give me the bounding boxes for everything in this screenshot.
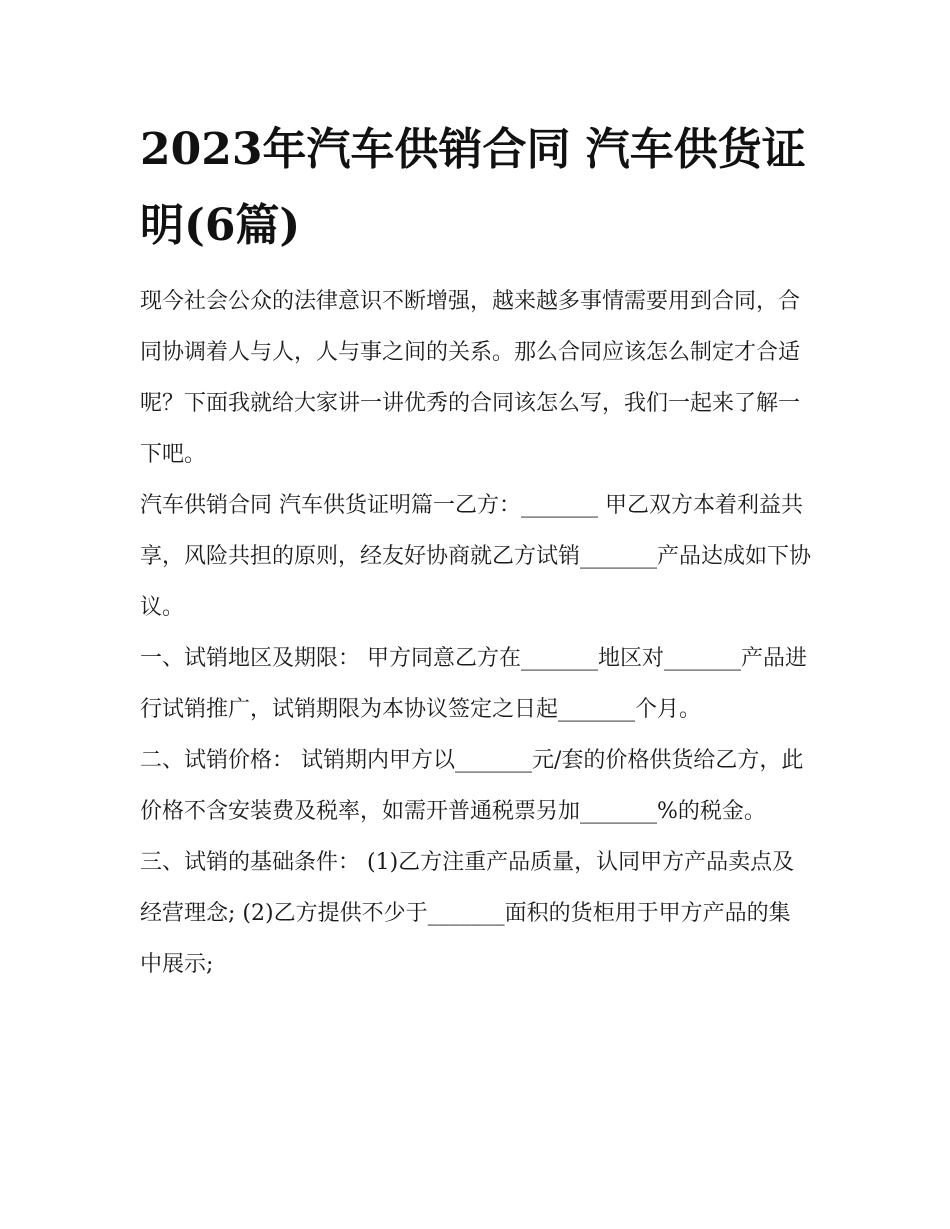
document-page (140, 112, 812, 990)
clause-1-paragraph: 一、试销地区及期限： 甲方同意乙方在_______地区对_______产品进行试销推广，试销期限为本协议签定之日起_______个月。 (140, 646, 807, 722)
document-title: 2023年汽车供销合同 汽车供货证明(6篇) (140, 124, 806, 251)
clause-2-paragraph: 二、试销价格： 试销期内甲方以_______元/套的价格供货给乙方，此价格不含安装费及税率，如需开普通税票另加_______%的税金。 (140, 748, 804, 824)
contract-preamble-paragraph: 汽车供销合同 汽车供货证明篇一乙方：_______ 甲乙双方本着利益共享，风险共担的原则，经友好协商就乙方试销_______产品达成如下协议。 (140, 493, 812, 620)
clause-3-paragraph: 三、试销的基础条件： (1)乙方注重产品质量，认同甲方产品卖点及经营理念; (2)乙方提供不少于_______面积的货柜用于甲方产品的集中展示; (140, 850, 795, 977)
intro-paragraph: 现今社会公众的法律意识不断增强，越来越多事情需要用到合同，合同协调着人与人，人与事之间的关系。那么合同应该怎么制定才合适呢？下面我就给大家讲一讲优秀的合同该怎么写，我们一起来了解一下吧。 (140, 289, 801, 467)
